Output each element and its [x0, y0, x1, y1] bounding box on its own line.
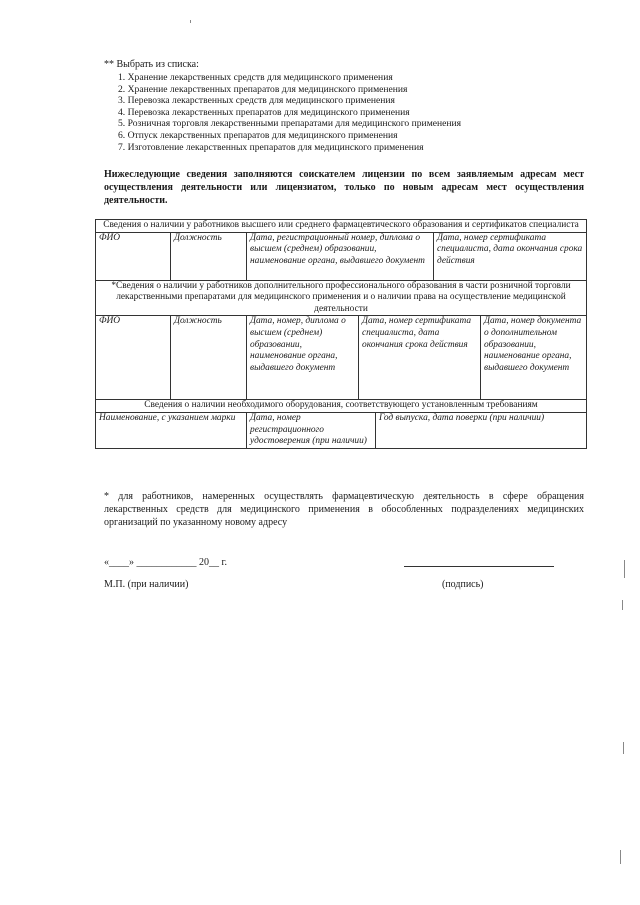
- footnote: * для работников, намеренных осуществлять фармацевтическую деятельность в сфере обращения лекарственных средств для медицинского применения в обособленных подразделениях медицинских организаций по указанному новому адресу: [104, 491, 584, 528]
- section1-col-diploma: Дата, регистрационный номер, диплома о высшем (среднем) образовании, наименование органа, выдавшего документ: [247, 232, 434, 280]
- section2-col-diploma: Дата, номер, диплома о высшем (среднем) образовании, наименование органа, выдавшего документ: [247, 316, 359, 400]
- section3-title: Сведения о наличии необходимого оборудования, соответствующего установленным требованиям: [96, 400, 587, 413]
- list-item: 7. Изготовление лекарственных препаратов для медицинского применения: [118, 141, 424, 153]
- scan-mark: [623, 742, 624, 754]
- stamp-label: М.П. (при наличии): [104, 579, 189, 590]
- scan-mark: [622, 600, 623, 610]
- section2-col-position: Должность: [171, 316, 247, 400]
- list-item: 3. Перевозка лекарственных средств для медицинского применения: [118, 95, 395, 107]
- activity-list: [118, 72, 461, 153]
- list-item: 1. Хранение лекарственных средств для медицинского применения: [118, 72, 393, 83]
- section3-col-registration: Дата, номер регистрационного удостоверения (при наличии): [247, 412, 376, 448]
- section3-col-year: Год выпуска, дата поверки (при наличии): [376, 412, 587, 448]
- list-item: 2. Хранение лекарственных препаратов для медицинского применения: [118, 83, 408, 95]
- staff-equipment-table: [95, 219, 587, 449]
- section1-title: Сведения о наличии у работников высшего или среднего фармацевтического образования и сертификатов специалиста: [96, 220, 587, 233]
- section1-col-certificate: Дата, номер сертификата специалиста, дата окончания срока действия: [434, 232, 587, 280]
- section1-col-fio: ФИО: [96, 232, 171, 280]
- list-title: ** Выбрать из списка:: [104, 59, 199, 70]
- scan-mark: [620, 850, 621, 864]
- section2-col-fio: ФИО: [96, 316, 171, 400]
- section2-col-certificate: Дата, номер сертификата специалиста, дата окончания срока действия: [359, 316, 481, 400]
- notice-paragraph: Нижеследующие сведения заполняются соискателем лицензии по всем заявляемым адресам мест осуществления деятельности или лицензиатом, только по новым адресам мест осуществления деятельности.: [104, 169, 584, 206]
- signature-label: (подпись): [442, 579, 484, 590]
- list-item: 5. Розничная торговля лекарственными препаратами для медицинского применения: [118, 118, 462, 130]
- section1-col-position: Должность: [171, 232, 247, 280]
- section2-title: *Сведения о наличии у работников дополнительного профессионального образования в части розничной торговли лекарственными препаратами для медицинского применения и о наличии права на осуществление медицинской деятельности: [96, 280, 587, 316]
- date-line: «____» ____________ 20__ г.: [104, 557, 227, 568]
- scan-mark: [190, 20, 191, 23]
- scan-mark: [624, 560, 625, 578]
- list-item: 6. Отпуск лекарственных препаратов для медицинского применения: [118, 129, 398, 141]
- section3-col-name: Наименование, с указанием марки: [96, 412, 247, 448]
- section2-col-additional-education: Дата, номер документа о дополнительном образовании, наименование органа, выдавшего документ: [481, 316, 587, 400]
- signature-line: [404, 566, 554, 567]
- list-item: 4. Перевозка лекарственных препаратов для медицинского применения: [118, 106, 410, 118]
